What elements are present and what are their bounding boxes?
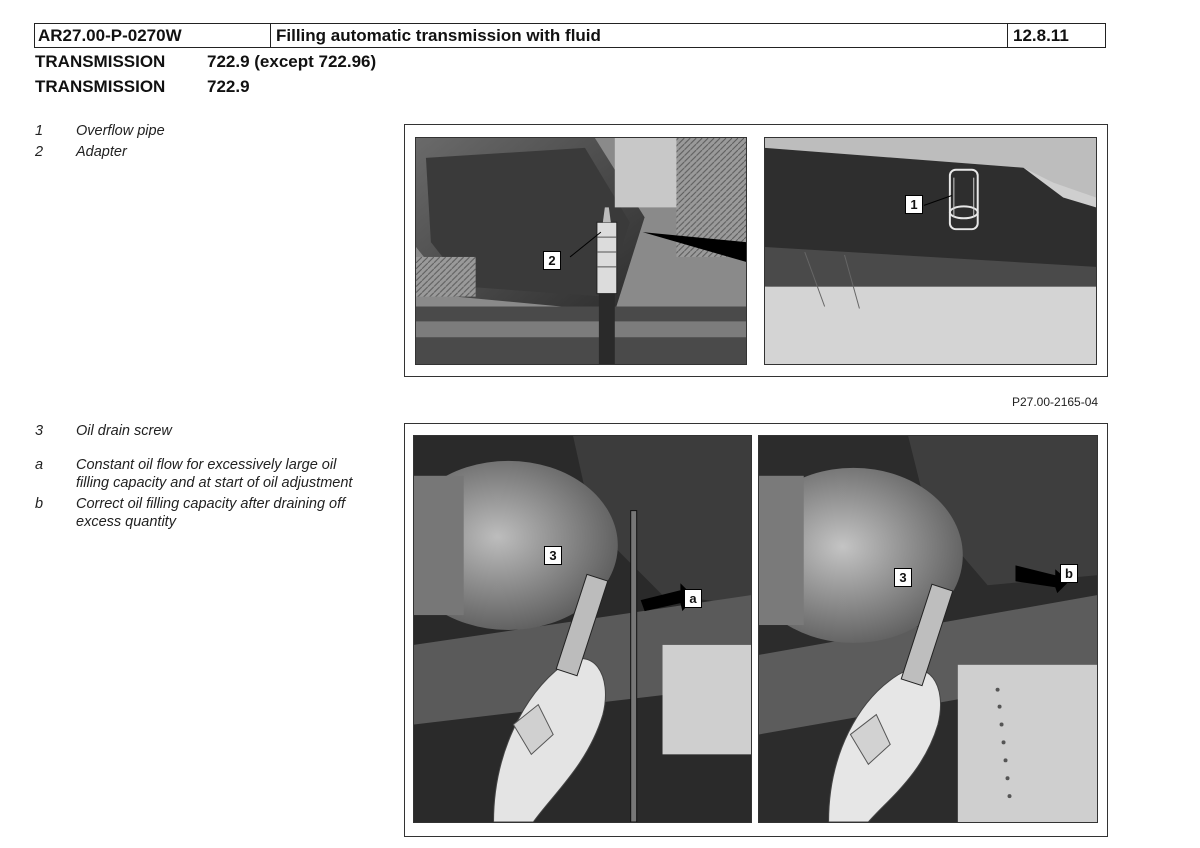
legend-key: a	[35, 457, 44, 473]
callout-label: b	[1060, 564, 1078, 583]
photo-drain-screw-constant-flow	[413, 435, 752, 823]
legend-text: Overflow pipe	[76, 123, 165, 139]
figure-reference: P27.00-2165-04	[1012, 395, 1099, 409]
callout-label: 2	[543, 251, 561, 270]
legend-text: Adapter	[76, 144, 127, 160]
legend-item	[35, 122, 366, 140]
photo-overflow-pipe-detail	[764, 137, 1097, 365]
legend-key: b	[35, 496, 44, 512]
document-title: Filling automatic transmission with fluid	[271, 24, 1008, 47]
legend-text: Oil drain screw	[76, 423, 172, 439]
applicability-value: 722.9	[207, 77, 250, 96]
photo-transmission-pan-adapter	[415, 137, 747, 365]
legend-item	[35, 422, 366, 440]
legend-item	[35, 495, 366, 531]
document-date: 12.8.11	[1013, 26, 1069, 45]
legend-text: Correct oil filling capacity after draining off excess quantity	[76, 496, 346, 530]
legend-item	[35, 143, 366, 161]
legend-item	[35, 456, 366, 492]
callout-label: 1	[905, 195, 923, 214]
document-header	[34, 23, 1106, 48]
legend-key: 3	[35, 423, 44, 439]
callout-label: 3	[894, 568, 912, 587]
applicability-row	[35, 52, 376, 72]
legend-text: Constant oil flow for excessively large oil filling capacity and at start of oil adjustment	[76, 457, 353, 491]
figure-bottom	[404, 423, 1108, 837]
legend-top	[35, 122, 366, 161]
applicability-label: TRANSMISSION	[35, 77, 166, 96]
callout-label: a	[684, 589, 702, 608]
callout-label: 3	[544, 546, 562, 565]
applicability-row	[35, 77, 250, 97]
applicability-label: TRANSMISSION	[35, 52, 166, 71]
legend-key: 1	[35, 123, 44, 139]
photo-drain-screw-correct-level	[758, 435, 1098, 823]
applicability-value: 722.9 (except 722.96)	[207, 52, 377, 71]
document-id: AR27.00-P-0270W	[35, 24, 271, 47]
figure-top	[404, 124, 1108, 377]
legend-key: 2	[35, 144, 44, 160]
legend-bottom	[35, 422, 366, 531]
